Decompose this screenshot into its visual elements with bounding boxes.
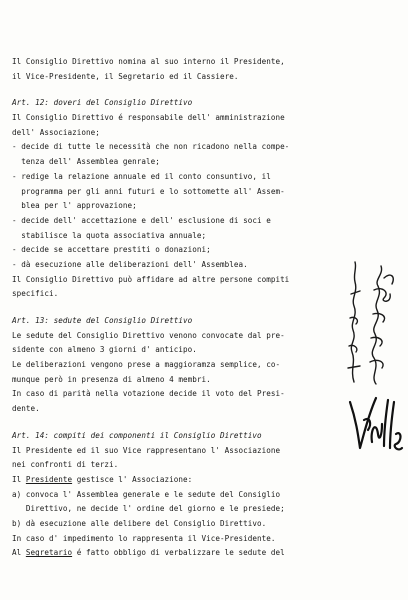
art12-line: programma per gli anni futuri e lo sottomette all' Assem-	[12, 186, 285, 196]
art13-line: sidente con almeno 3 giorni d' anticipo.	[12, 345, 197, 355]
art14-segretario-line	[12, 546, 384, 561]
art12-line: specifici.	[12, 289, 59, 299]
art12-heading: Art. 12: doveri del Consiglio Direttivo	[12, 98, 193, 108]
art13-line: Le deliberazioni vengono prese a maggioramza semplice, co-	[12, 360, 281, 370]
art12-line: - dà esecuzione alle deliberazioni dell' Assemblea.	[12, 259, 248, 269]
art12-line: tenza dell' Assemblea genrale;	[12, 157, 160, 167]
handwritten-signature-vertical	[340, 258, 402, 388]
art13-line: In caso di parità nella votazione decide il voto del Presi-	[12, 389, 285, 399]
art14-list-item: In caso d' impedimento lo rappresenta il Vice-Presidente.	[12, 533, 276, 543]
art12-line: - decide dell' accettazione e dell' esclusione di soci e	[12, 215, 271, 225]
art13-line: munque però in presenza di almeno 4 membri.	[12, 374, 211, 384]
art14-list-item: a) convoca l' Assemblea generale e le sedute del Consiglio	[12, 489, 281, 499]
presidente-suffix: gestisce l' Associazione:	[72, 474, 193, 484]
segretario-word: Segretario	[25, 548, 73, 558]
art12-line: - decide di tutte le necessità che non ricadono nella compe-	[12, 142, 290, 152]
presidente-word: Presidente	[25, 474, 73, 484]
art13-heading: Art. 13: sedute del Consiglio Direttivo	[12, 316, 193, 325]
intro-line-2: il Vice-Presidente, il Segretario ed il Cassiere.	[12, 71, 239, 81]
art14-line: Il Presidente ed il suo Vice rappresentano l' Associazione	[12, 445, 281, 455]
art13-line: dente.	[12, 404, 40, 414]
art12-line: stabilisce la quota associativa annuale;	[12, 230, 207, 240]
presidente-prefix: Il	[12, 474, 26, 484]
art14-list-item: b) dà esecuzione alle delibere del Consiglio Direttivo.	[12, 518, 267, 528]
art12-line: Il Consiglio Direttivo é responsabile dell' amministrazione	[12, 113, 285, 123]
art12-line: - redige la relazione annuale ed il conto consuntivo, il	[12, 171, 271, 181]
art12-line: blea per l' approvazione;	[12, 201, 137, 211]
segretario-suffix: é fatto obbligo di verbalizzare le sedute del	[72, 548, 285, 558]
art14-heading: Art. 14: compiti dei componenti il Consiglio Direttivo	[12, 430, 262, 440]
art14-list-item: Direttivo, ne decide l' ordine del giorno e le presiede;	[12, 504, 285, 514]
art14-line: nei confronti di terzi.	[12, 460, 119, 470]
segretario-prefix: Al	[12, 548, 26, 558]
art13-line: Le sedute del Consiglio Direttivo venono convocate dal pre-	[12, 330, 285, 340]
art14-presidente-line	[12, 473, 384, 488]
art12-line: dell' Associazione;	[12, 127, 100, 137]
art12-line: Il Consiglio Direttivo può affidare ad altre persone compiti	[12, 274, 290, 284]
intro-line-1: Il Consiglio Direttivo nomina al suo interno il Presidente,	[12, 57, 285, 66]
handwritten-signature-bottom	[346, 390, 404, 460]
art12-line: - decide se accettare prestiti o donazioni;	[12, 245, 211, 255]
document-body	[12, 55, 384, 561]
